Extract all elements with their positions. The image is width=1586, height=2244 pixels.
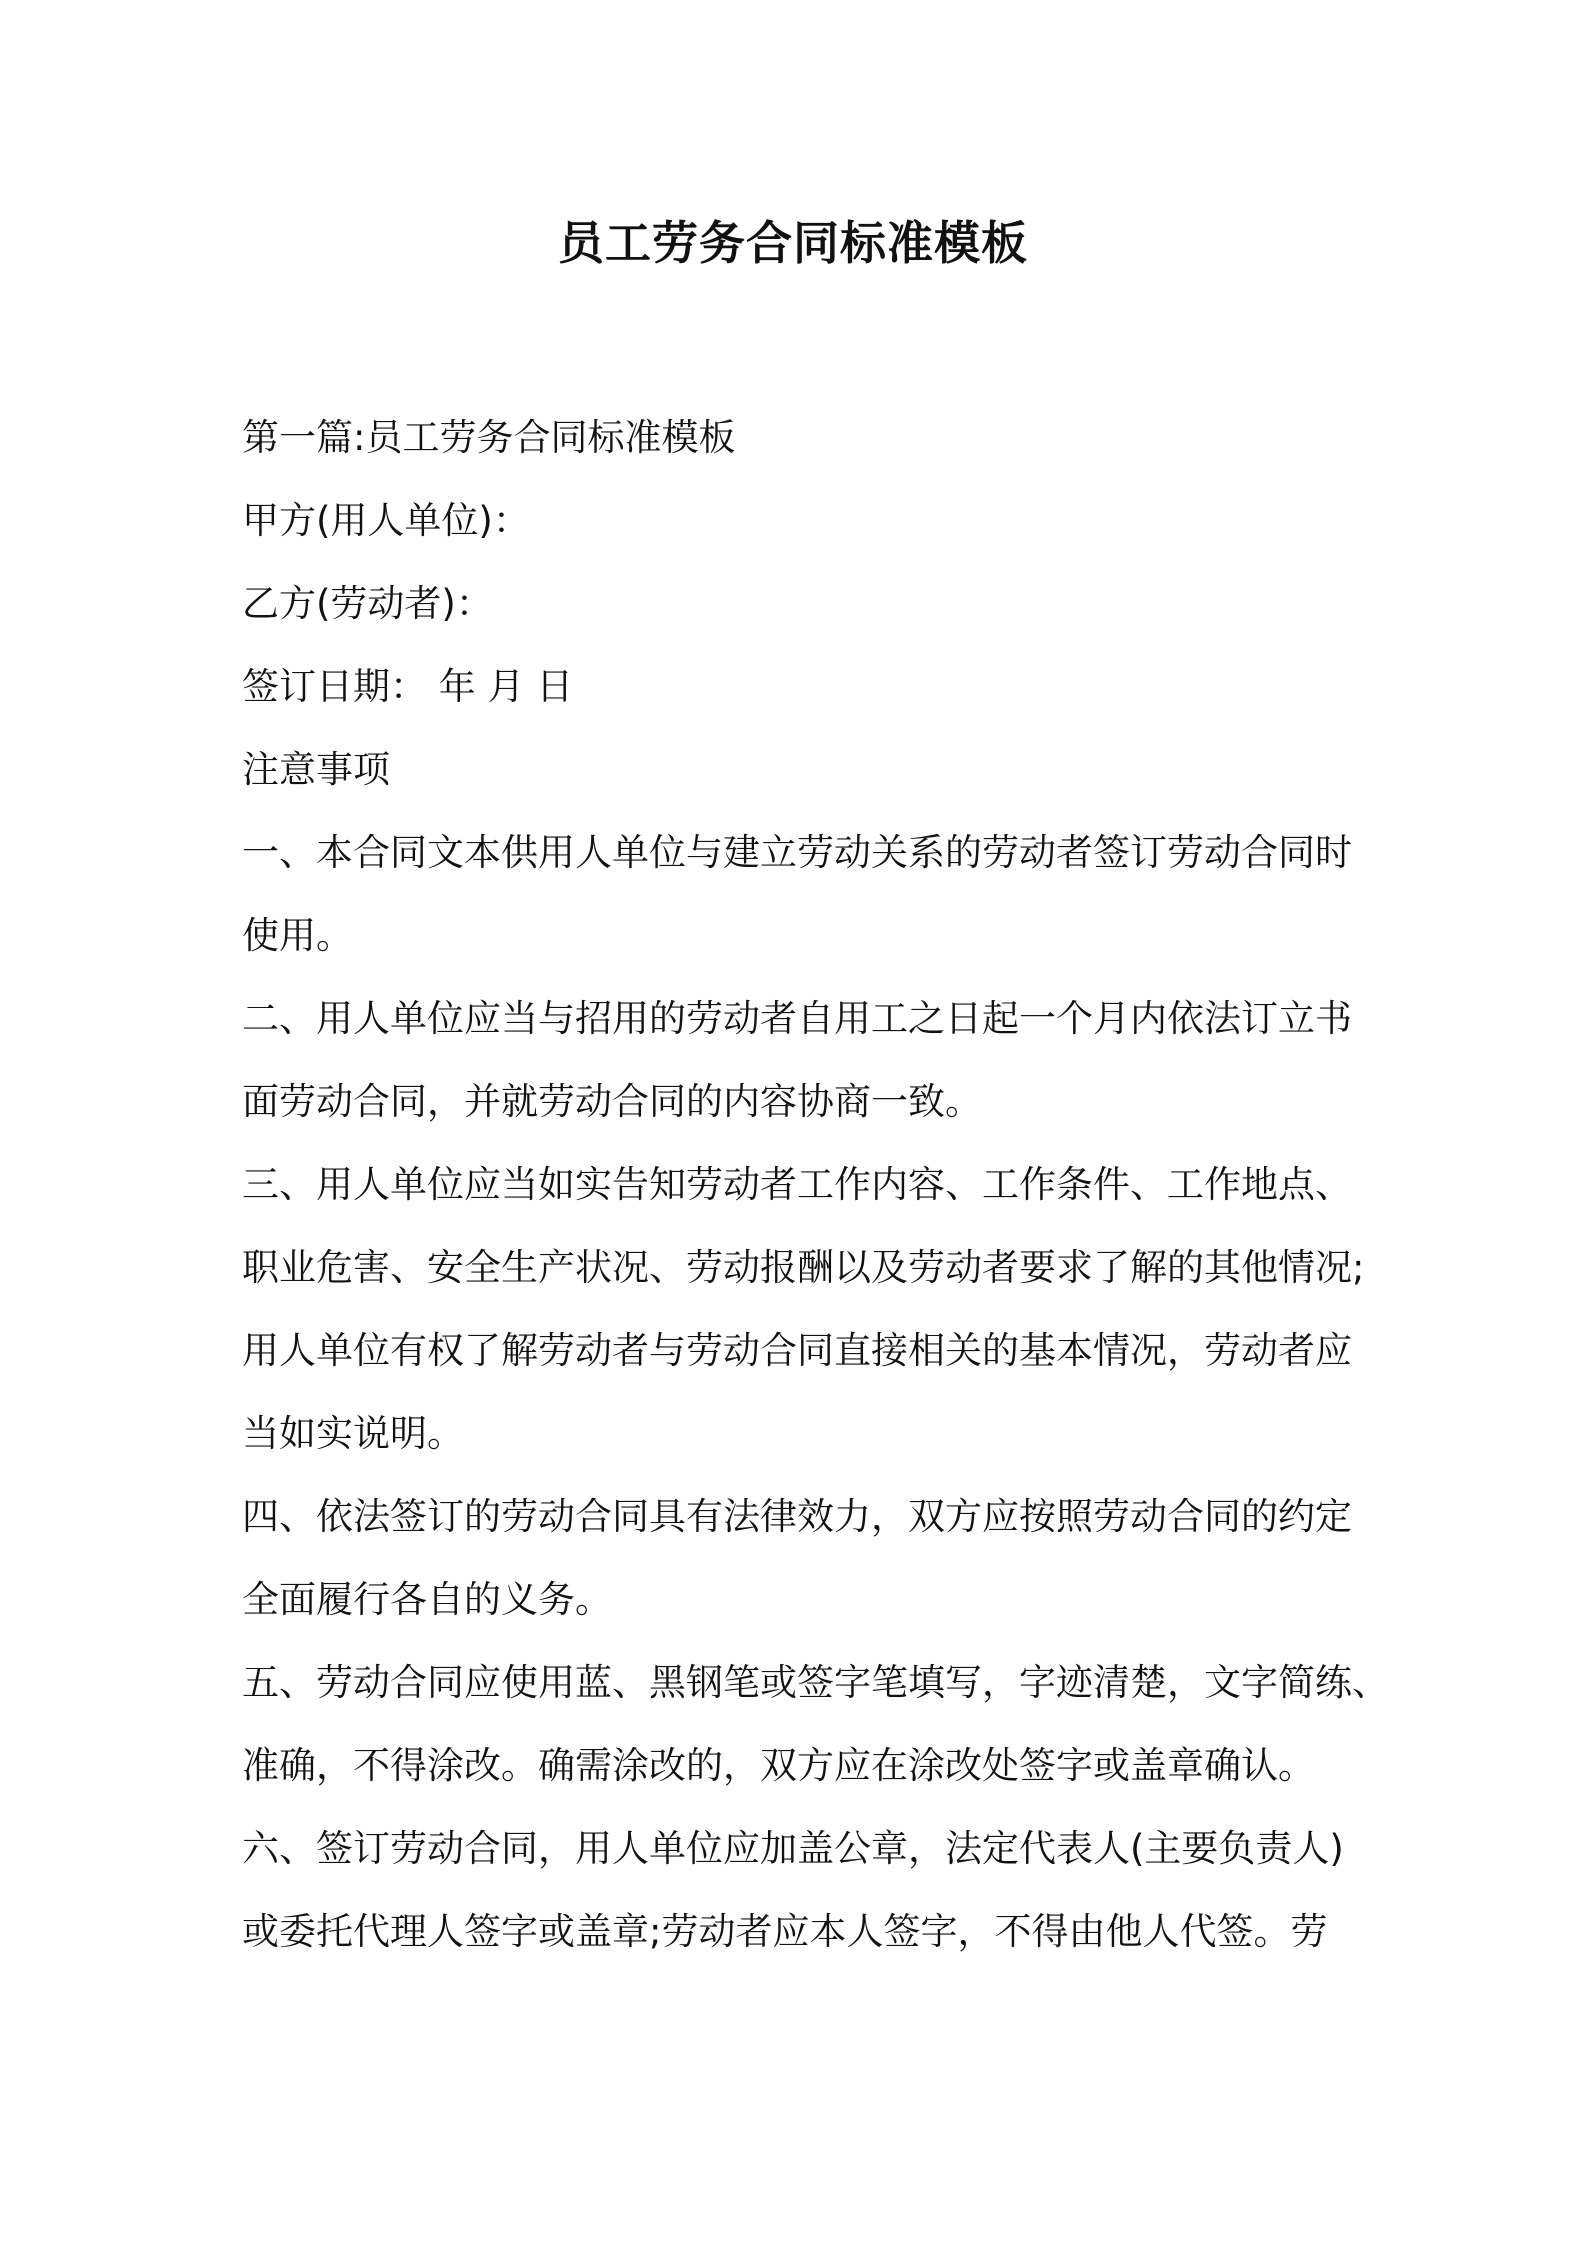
paragraph-line: 五、劳动合同应使用蓝、黑钢笔或签字笔填写，字迹清楚，文字简练、 [242,1661,1389,1704]
notes-heading: 注意事项 [242,748,390,791]
paragraph-line: 用人单位有权了解劳动者与劳动合同直接相关的基本情况，劳动者应 [242,1329,1352,1372]
paragraph-line: 面劳动合同，并就劳动合同的内容协商一致。 [242,1080,982,1123]
party-b-line: 乙方(劳动者)： [242,582,493,625]
signing-date-line: 签订日期： 年 月 日 [242,665,574,708]
paragraph-line: 三、用人单位应当如实告知劳动者工作内容、工作条件、工作地点、 [242,1163,1352,1206]
paragraph-line: 当如实说明。 [242,1412,464,1455]
paragraph-line: 四、依法签订的劳动合同具有法律效力，双方应按照劳动合同的约定 [242,1495,1352,1538]
paragraph-line: 使用。 [242,914,353,957]
paragraph-line: 一、本合同文本供用人单位与建立劳动关系的劳动者签订劳动合同时 [242,831,1352,874]
party-a-line: 甲方(用人单位)： [242,499,530,542]
paragraph-line: 二、用人单位应当与招用的劳动者自用工之日起一个月内依法订立书 [242,997,1352,1040]
paragraph-line: 职业危害、安全生产状况、劳动报酬以及劳动者要求了解的其他情况; [242,1246,1365,1289]
document-title: 员工劳务合同标准模板 [558,216,1028,270]
section-heading: 第一篇:员工劳务合同标准模板 [242,416,736,459]
paragraph-line: 或委托代理人签字或盖章;劳动者应本人签字，不得由他人代签。劳 [242,1910,1328,1953]
paragraph-line: 六、签订劳动合同，用人单位应加盖公章，法定代表人(主要负责人) [242,1827,1344,1870]
paragraph-line: 准确，不得涂改。确需涂改的，双方应在涂改处签字或盖章确认。 [242,1744,1315,1787]
document-body [242,408,1389,1985]
paragraph-line: 全面履行各自的义务。 [242,1578,612,1621]
